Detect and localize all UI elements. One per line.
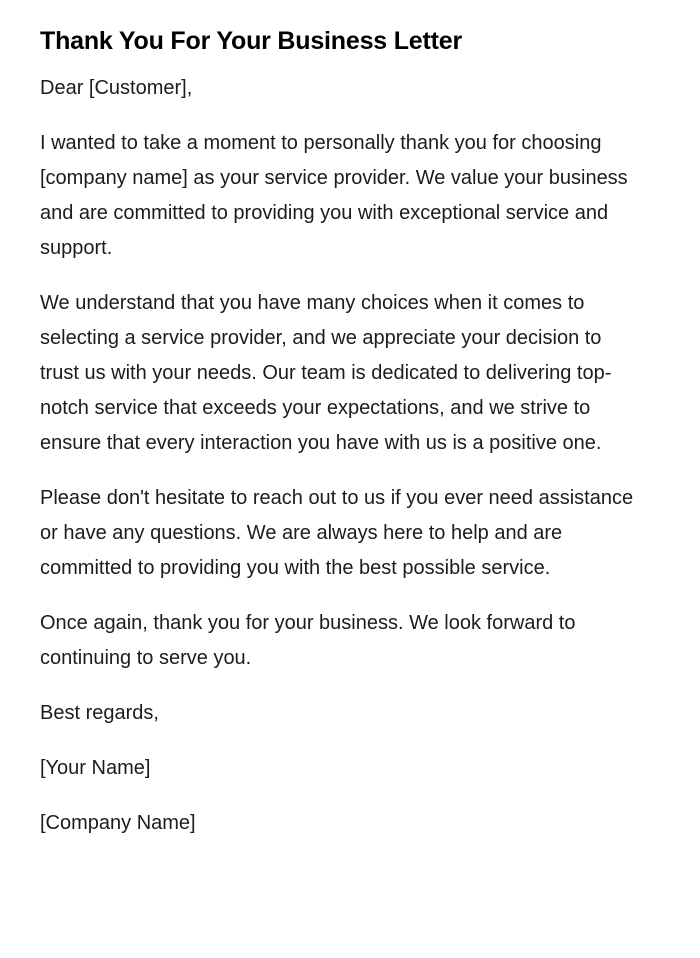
letter-title: Thank You For Your Business Letter (40, 27, 462, 55)
letter-paragraph-4: Once again, thank you for your business. We look forward to continuing to serve you. (40, 612, 576, 669)
signature-name: [Your Name] (40, 757, 151, 779)
letter-paragraph-2: We understand that you have many choices when it comes to selecting a service provider, and we appreciate your decision to trust us with your needs. Our team is dedicated to delivering top-notch service that exceeds your expectations, and we strive to ensure that every interaction you have with us is a positive one. (40, 292, 612, 454)
letter-closing: Best regards, (40, 702, 159, 724)
letter-salutation: Dear [Customer], (40, 77, 193, 99)
signature-company: [Company Name] (40, 812, 196, 834)
letter-paragraph-3: Please don't hesitate to reach out to us if you ever need assistance or have any questions. We are always here to help and are committed to providing you with the best possible service. (40, 487, 634, 579)
letter-paragraph-1: I wanted to take a moment to personally thank you for choosing [company name] as your service provider. We value your business and are committed to providing you with exceptional service and support. (40, 132, 628, 259)
